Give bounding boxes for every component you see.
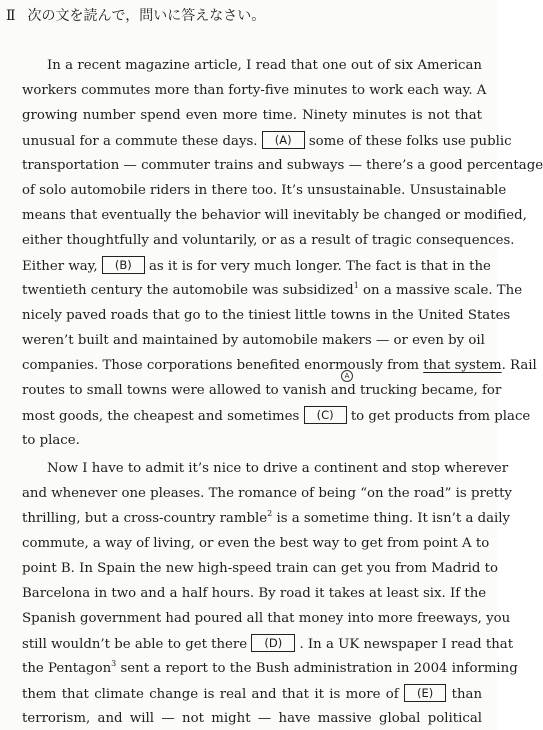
question-number: Ⅱ: [6, 8, 16, 24]
passage-line: still wouldn’t be able to get there (D) . In a UK newspaper I read that: [22, 636, 514, 652]
passage-line: Now I have to admit it’s nice to drive a continent and stop wherever: [47, 461, 509, 476]
passage-line: most goods, the cheapest and sometimes (C) to get products from place: [22, 408, 531, 424]
underlined-phrase: that system: [423, 358, 502, 373]
passage-line: twentieth century the automobile was subsidized$^1$ on a massive scale. The: [22, 281, 523, 298]
passage-line: means that eventually the behavior will inevitably be changed or modified,: [22, 208, 527, 223]
passage-line: commute, a way of living, or even the best way to get from point A to: [22, 536, 490, 551]
blank-e: (E): [404, 684, 446, 702]
underline-marker: A: [341, 370, 353, 382]
passage-line: to place.: [22, 433, 80, 448]
blank-a: (A): [262, 131, 305, 149]
passage-line: thrilling, but a cross-country ramble$^2$ is a sometime thing. It isn’t a daily: [22, 509, 511, 526]
passage-line: growing number spend even more time. Ninety minutes is not that: [22, 108, 482, 123]
passage-line: Either way, (B) as it is for very much longer. The fact is that in the: [22, 258, 491, 274]
footnote-mark: 1: [353, 281, 359, 290]
passage-line: Barcelona in two and a half hours. By road it takes at least six. If the: [22, 586, 487, 601]
passage-line: and whenever one pleases. The romance of being “on the road” is pretty: [22, 486, 512, 501]
passage-line: companies. Those corporations benefited enormously from that system. Rail: [22, 358, 537, 373]
footnote-mark: 2: [267, 509, 273, 518]
blank-c: (C): [304, 406, 347, 424]
passage-line: point B. In Spain the new high-speed train can get you from Madrid to: [22, 561, 498, 576]
passage-line: weren’t built and maintained by automobile makers — or even by oil: [22, 333, 485, 348]
passage-line: of solo automobile riders in there too. It’s unsustainable. Unsustainable: [22, 183, 507, 198]
passage-line: them that climate change is real and that it is more of (E) than: [22, 686, 483, 702]
passage-line: the Pentagon$^3$ sent a report to the Bush administration in 2004 informing: [22, 659, 518, 676]
passage-line: transportation — commuter trains and subways — there’s a good percentage: [22, 158, 543, 173]
question-instruction: 次の文を読んで，問いに答えなさい。: [27, 8, 266, 24]
blank-b: (B): [102, 256, 145, 274]
footnote-mark: 3: [111, 659, 117, 668]
passage-line: nicely paved roads that go to the tiniest little towns in the United States: [22, 308, 511, 323]
question-header: [6, 6, 265, 26]
passage-line: either thoughtfully and voluntarily, or as a result of tragic consequences.: [22, 233, 515, 248]
passage-line: workers commutes more than forty-five minutes to work each way. A: [22, 83, 487, 98]
passage-line: terrorism, and will — not might — have massive global political: [22, 711, 482, 726]
passage-line: Spanish government had poured all that money into more freeways, you: [22, 611, 511, 626]
blank-d: (D): [251, 634, 295, 652]
passage-line: routes to small towns were allowed to vanish and trucking became, for: [22, 383, 502, 398]
passage-line: unusual for a commute these days. (A) some of these folks use public: [22, 133, 512, 149]
passage-line: In a recent magazine article, I read that one out of six American: [47, 58, 482, 73]
